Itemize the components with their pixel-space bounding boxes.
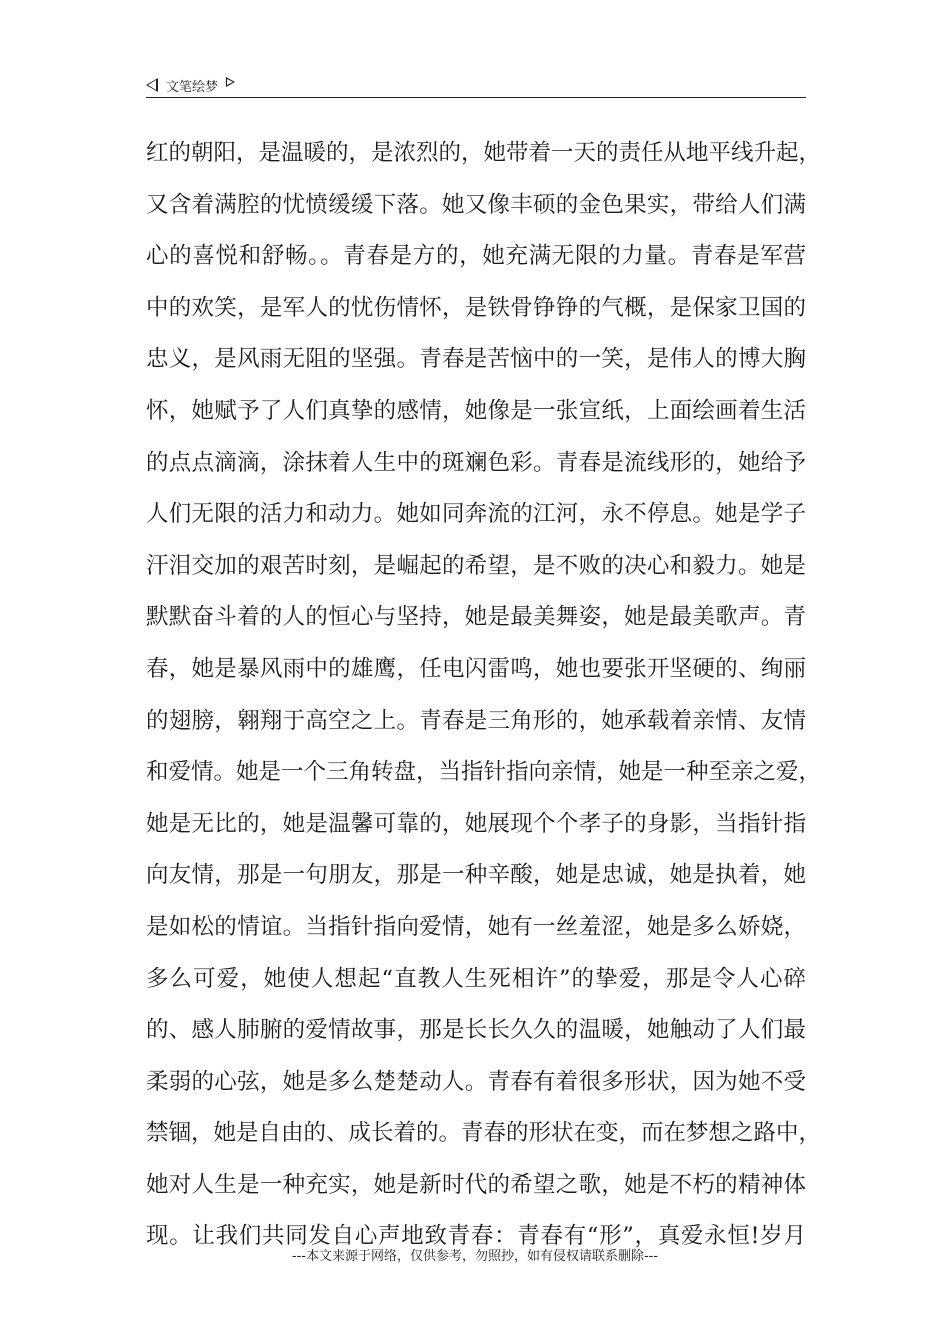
- triangle-left-icon: [146, 78, 158, 92]
- text-line: 禁锢，她是自由的、成长着的。青春的形状在变，而在梦想之路中，: [146, 1120, 822, 1147]
- text-line: 向友情，那是一句朋友，那是一种辛酸，她是忠诚，她是执着，她: [146, 862, 806, 889]
- text-line: 又含着满腔的忧愤缓缓下落。她又像丰硕的金色果实，带给人们满: [146, 191, 806, 218]
- text-line: 和爱情。她是一个三角转盘，当指针指向亲情，她是一种至亲之爱，: [146, 759, 822, 786]
- triangle-right-icon: [226, 77, 235, 87]
- page-header: [146, 72, 806, 98]
- text-line: 汗泪交加的艰苦时刻，是崛起的希望，是不败的决心和毅力。她是: [146, 552, 806, 579]
- header-divider: [146, 97, 806, 98]
- text-line: 怀，她赋予了人们真挚的感情，她像是一张宣纸，上面绘画着生活: [146, 397, 806, 424]
- text-line: 是如松的情谊。当指针指向爱情，她有一丝羞涩，她是多么娇娆，: [146, 913, 806, 940]
- text-line: 默默奋斗着的人的恒心与坚持，她是最美舞姿，她是最美歌声。青: [146, 604, 806, 631]
- text-line: 的点点滴滴，涂抹着人生中的斑斓色彩。青春是流线形的，她给予: [146, 449, 806, 476]
- text-line: 她是无比的，她是温馨可靠的，她展现个个孝子的身影，当指针指: [146, 810, 806, 837]
- footer-disclaimer: ---本文来源于网络，仅供参考，勿照抄，如有侵权请联系删除---: [291, 1249, 659, 1264]
- text-line: 忠义，是风雨无阻的坚强。青春是苦恼中的一笑，是伟人的博大胸: [146, 346, 806, 373]
- text-line: 人们无限的活力和动力。她如同奔流的江河，永不停息。她是学子: [146, 501, 806, 528]
- text-line: 现。让我们共同发自心声地致青春：青春有“形”，真爱永恒!岁月: [146, 1223, 806, 1250]
- text-line: 红的朝阳，是温暖的，是浓烈的，她带着一天的责任从地平线升起，: [146, 140, 822, 166]
- text-line: 中的欢笑，是军人的忧伤情怀，是铁骨铮铮的气概，是保家卫国的: [146, 294, 806, 321]
- text-line: 春，她是暴风雨中的雄鹰，任电闪雷鸣，她也要张开坚硬的、绚丽: [146, 655, 806, 682]
- text-line: 她对人生是一种充实，她是新时代的希望之歌，她是不朽的精神体: [146, 1171, 806, 1198]
- text-line: 心的喜悦和舒畅。。青春是方的，她充满无限的力量。青春是军营: [146, 243, 806, 270]
- text-line: 的翅膀，翱翔于高空之上。青春是三角形的，她承载着亲情、友情: [146, 707, 806, 734]
- text-line: 多么可爱，她使人想起“直教人生死相许”的挚爱，那是令人心碎: [146, 965, 806, 992]
- text-line: 柔弱的心弦，她是多么楚楚动人。青春有着很多形状，因为她不受: [146, 1068, 806, 1095]
- header-title: 文笔绘梦: [166, 79, 219, 95]
- text-line: 的、感人肺腑的爱情故事，那是长长久久的温暖，她触动了人们最: [146, 1017, 806, 1044]
- body-paragraph: [146, 128, 822, 1263]
